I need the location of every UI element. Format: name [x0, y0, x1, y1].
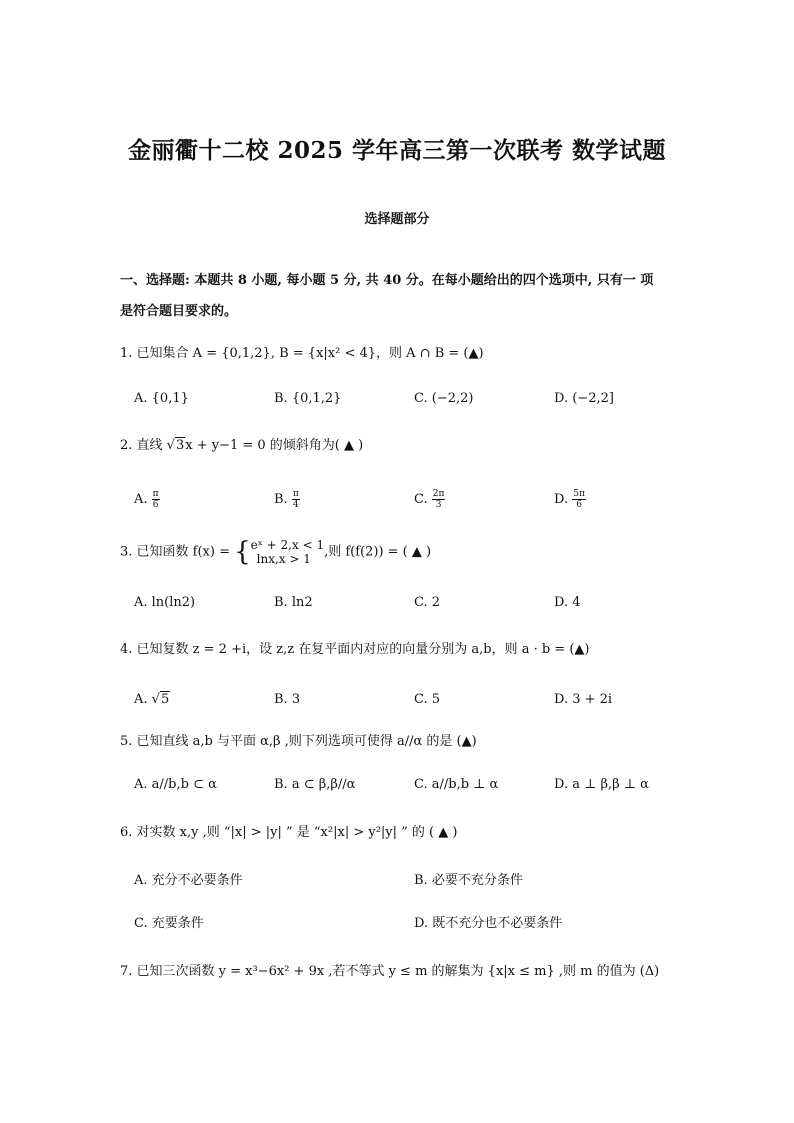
q2-sqrt-arg: 3 — [175, 438, 185, 453]
q6-option-b: B. 必要不充分条件 — [414, 873, 523, 888]
q4-sqrt-arg: 5 — [160, 692, 170, 707]
question-6-options-row1 — [134, 871, 694, 893]
question-3 — [120, 538, 690, 568]
numerator: 2π — [432, 489, 445, 499]
q2-prefix: 2. 直线 — [120, 438, 167, 453]
q3-case-2: lnx,x > 1 — [256, 552, 311, 566]
sqrt-symbol: √3 — [166, 438, 185, 453]
piecewise-brace: { — [234, 537, 251, 567]
q3-option-a: A. ln(ln2) — [134, 595, 196, 610]
question-6-options-row2 — [134, 914, 694, 936]
denominator: 4 — [292, 500, 299, 510]
q6-option-d: D. 既不充分也不必要条件 — [414, 916, 563, 931]
q2-suffix: x + y−1 = 0 的倾斜角为( ▲ ) — [185, 438, 364, 453]
section-instructions-line1: 一、选择题: 本题共 8 小题, 每小题 5 分, 共 40 分。在每小题给出的四个选项中, 只有一 项 — [120, 273, 654, 288]
fraction — [572, 489, 586, 510]
q1-option-c: C. (−2,2) — [414, 391, 474, 406]
q6-option-c: C. 充要条件 — [134, 916, 204, 931]
q2-option-a-label: A. — [134, 492, 152, 507]
q4-option-b: B. 3 — [274, 692, 301, 707]
q4-option-d: D. 3 + 2i — [554, 692, 613, 707]
q2-option-a — [134, 489, 160, 510]
question-5-options — [134, 775, 694, 797]
q1-option-b: B. {0,1,2} — [274, 391, 342, 406]
numerator: π — [292, 489, 299, 499]
question-2 — [120, 436, 690, 456]
q3-option-b: B. ln2 — [274, 595, 313, 610]
q2-option-d-label: D. — [554, 492, 573, 507]
fraction — [432, 489, 446, 510]
question-4: 4. 已知复数 z = 2 +i，设 z,z 在复平面内对应的向量分别为 a,b，则 a · b = (▲) — [120, 642, 590, 657]
q3-suffix: ,则 f(f(2)) = ( ▲ ) — [324, 544, 432, 560]
numerator: π — [152, 489, 159, 499]
q5-option-c: C. a//b,b ⊥ α — [414, 777, 499, 792]
question-6: 6. 对实数 x,y ,则 “|x| > |y| ” 是 “x²|x| > y²|y| ” 的 ( ▲ ) — [120, 825, 458, 840]
section-instructions-line2: 是符合题目要求的。 — [120, 304, 238, 319]
numerator: 5π — [573, 489, 585, 499]
question-3-options — [134, 593, 694, 615]
q1-option-d: D. (−2,2] — [554, 391, 614, 406]
denominator: 6 — [576, 500, 582, 510]
q3-option-d: D. 4 — [554, 595, 581, 610]
question-7: 7. 已知三次函数 y = x³−6x² + 9x ,若不等式 y ≤ m 的解集为 {x|x ≤ m} ,则 m 的值为 (Δ) — [120, 964, 660, 979]
q5-option-b: B. a ⊂ β,β//α — [274, 777, 356, 792]
q4-option-c: C. 5 — [414, 692, 441, 707]
q2-option-c-label: C. — [414, 492, 432, 507]
q2-option-d — [554, 489, 586, 510]
q4-option-a-label: A. — [134, 692, 152, 707]
q2-option-b — [274, 489, 300, 510]
question-4-options — [134, 690, 694, 712]
q2-option-c — [414, 489, 445, 510]
q1-option-a: A. {0,1} — [134, 391, 189, 406]
question-5: 5. 已知直线 a,b 与平面 α,β ,则下列选项可使得 a//α 的是 (▲) — [120, 734, 477, 749]
question-1: 1. 已知集合 A = {0,1,2}, B = {x|x² < 4}，则 A ∩ B = (▲) — [120, 346, 484, 361]
fraction — [152, 489, 160, 510]
q4-option-a — [134, 690, 170, 710]
fraction — [292, 489, 300, 510]
denominator: 3 — [435, 500, 442, 510]
question-1-options — [134, 389, 694, 411]
q3-option-c: C. 2 — [414, 595, 441, 610]
q2-option-b-label: B. — [274, 492, 292, 507]
q3-case-1: eˣ + 2,x < 1 — [250, 538, 325, 552]
q5-option-d: D. a ⊥ β,β ⊥ α — [554, 777, 649, 792]
piecewise-cases — [251, 538, 324, 566]
q6-option-a: A. 充分不必要条件 — [134, 873, 243, 888]
section-heading: 选择题部分 — [364, 212, 430, 227]
question-2-options — [134, 489, 694, 511]
q3-prefix: 3. 已知函数 f(x) = — [120, 544, 235, 560]
denominator: 6 — [152, 500, 159, 510]
page-title: 金丽衢十二校 2025 学年高三第一次联考 数学试题 — [127, 137, 667, 164]
sqrt-symbol: √5 — [151, 692, 170, 707]
q5-option-a: A. a//b,b ⊂ α — [134, 777, 217, 792]
